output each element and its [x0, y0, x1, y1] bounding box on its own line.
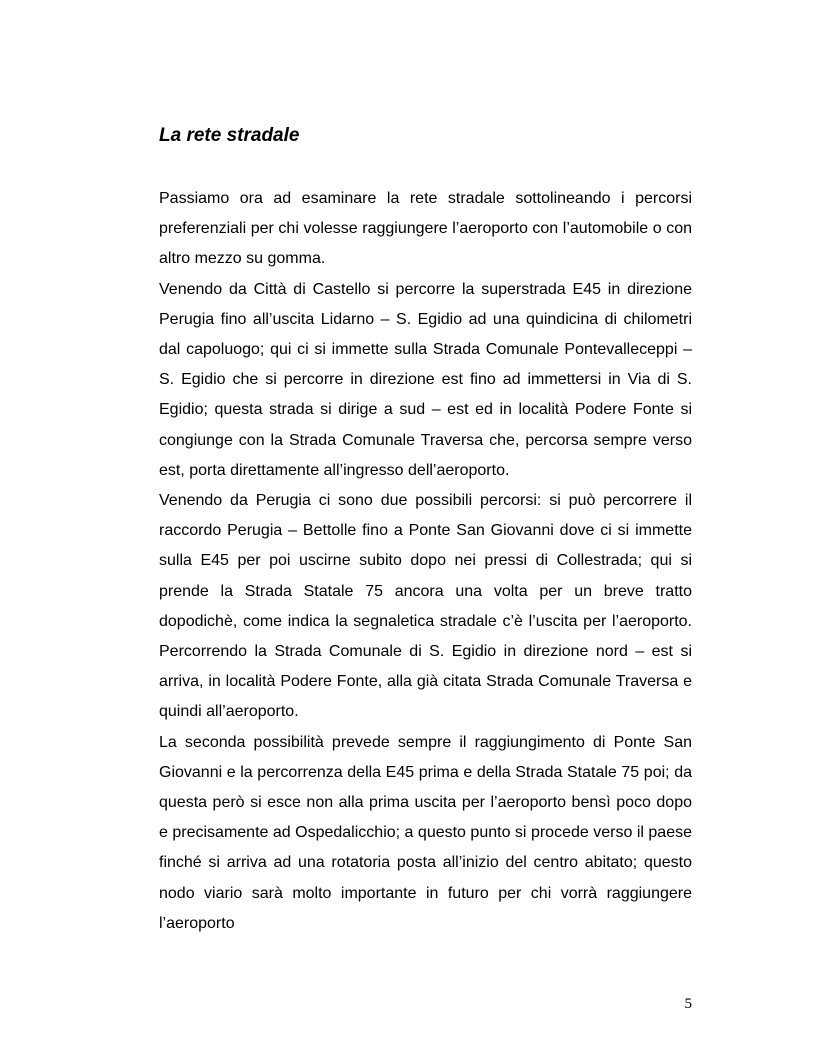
page-number: 5	[684, 996, 692, 1012]
paragraph-2: Venendo da Città di Castello si percorre la superstrada E45 in direzione Perugia fino all’uscita Lidarno – S. Egidio ad una quindicina di chilometri dal capoluogo; qui ci si immette sulla Strada Comunale Pontevalleceppi – S. Egidio che si percorre in direzione est fino ad immettersi in Via di S. Egidio; questa strada si dirige a sud – est ed in località Podere Fonte si congiunge con la Strada Comunale Traversa che, percorsa sempre verso est, porta direttamente all’ingresso dell’aeroporto.	[159, 280, 692, 479]
paragraph-4: La seconda possibilità prevede sempre il raggiungimento di Ponte San Giovanni e la percorrenza della E45 prima e della Strada Statale 75 poi; da questa però si esce non alla prima uscita per l’aeroporto bensì poco dopo e precisamente ad Ospedalicchio; a questo punto si procede verso il paese finché si arriva ad una rotatoria posta all’inizio del centro abitato; questo nodo viario sarà molto importante in futuro per chi vorrà raggiungere l’aeroporto	[159, 733, 692, 932]
section-heading: La rete stradale	[159, 125, 300, 146]
paragraph-1: Passiamo ora ad esaminare la rete stradale sottolineando i percorsi preferenziali per chi volesse raggiungere l’aeroporto con l’automobile o con altro mezzo su gomma.	[159, 190, 692, 268]
body-text	[159, 184, 692, 939]
paragraph-3: Venendo da Perugia ci sono due possibili percorsi: si può percorrere il raccordo Perugia – Bettolle fino a Ponte San Giovanni dove ci si immette sulla E45 per poi uscirne subito dopo nei pressi di Collestrada; qui si prende la Strada Statale 75 ancora una volta per un breve tratto dopodichè, come indica la segnaletica stradale c’è l’uscita per l’aeroporto. Percorrendo la Strada Comunale di S. Egidio in direzione nord – est si arriva, in località Podere Fonte, alla già citata Strada Comunale Traversa e quindi all’aeroporto.	[159, 492, 692, 721]
